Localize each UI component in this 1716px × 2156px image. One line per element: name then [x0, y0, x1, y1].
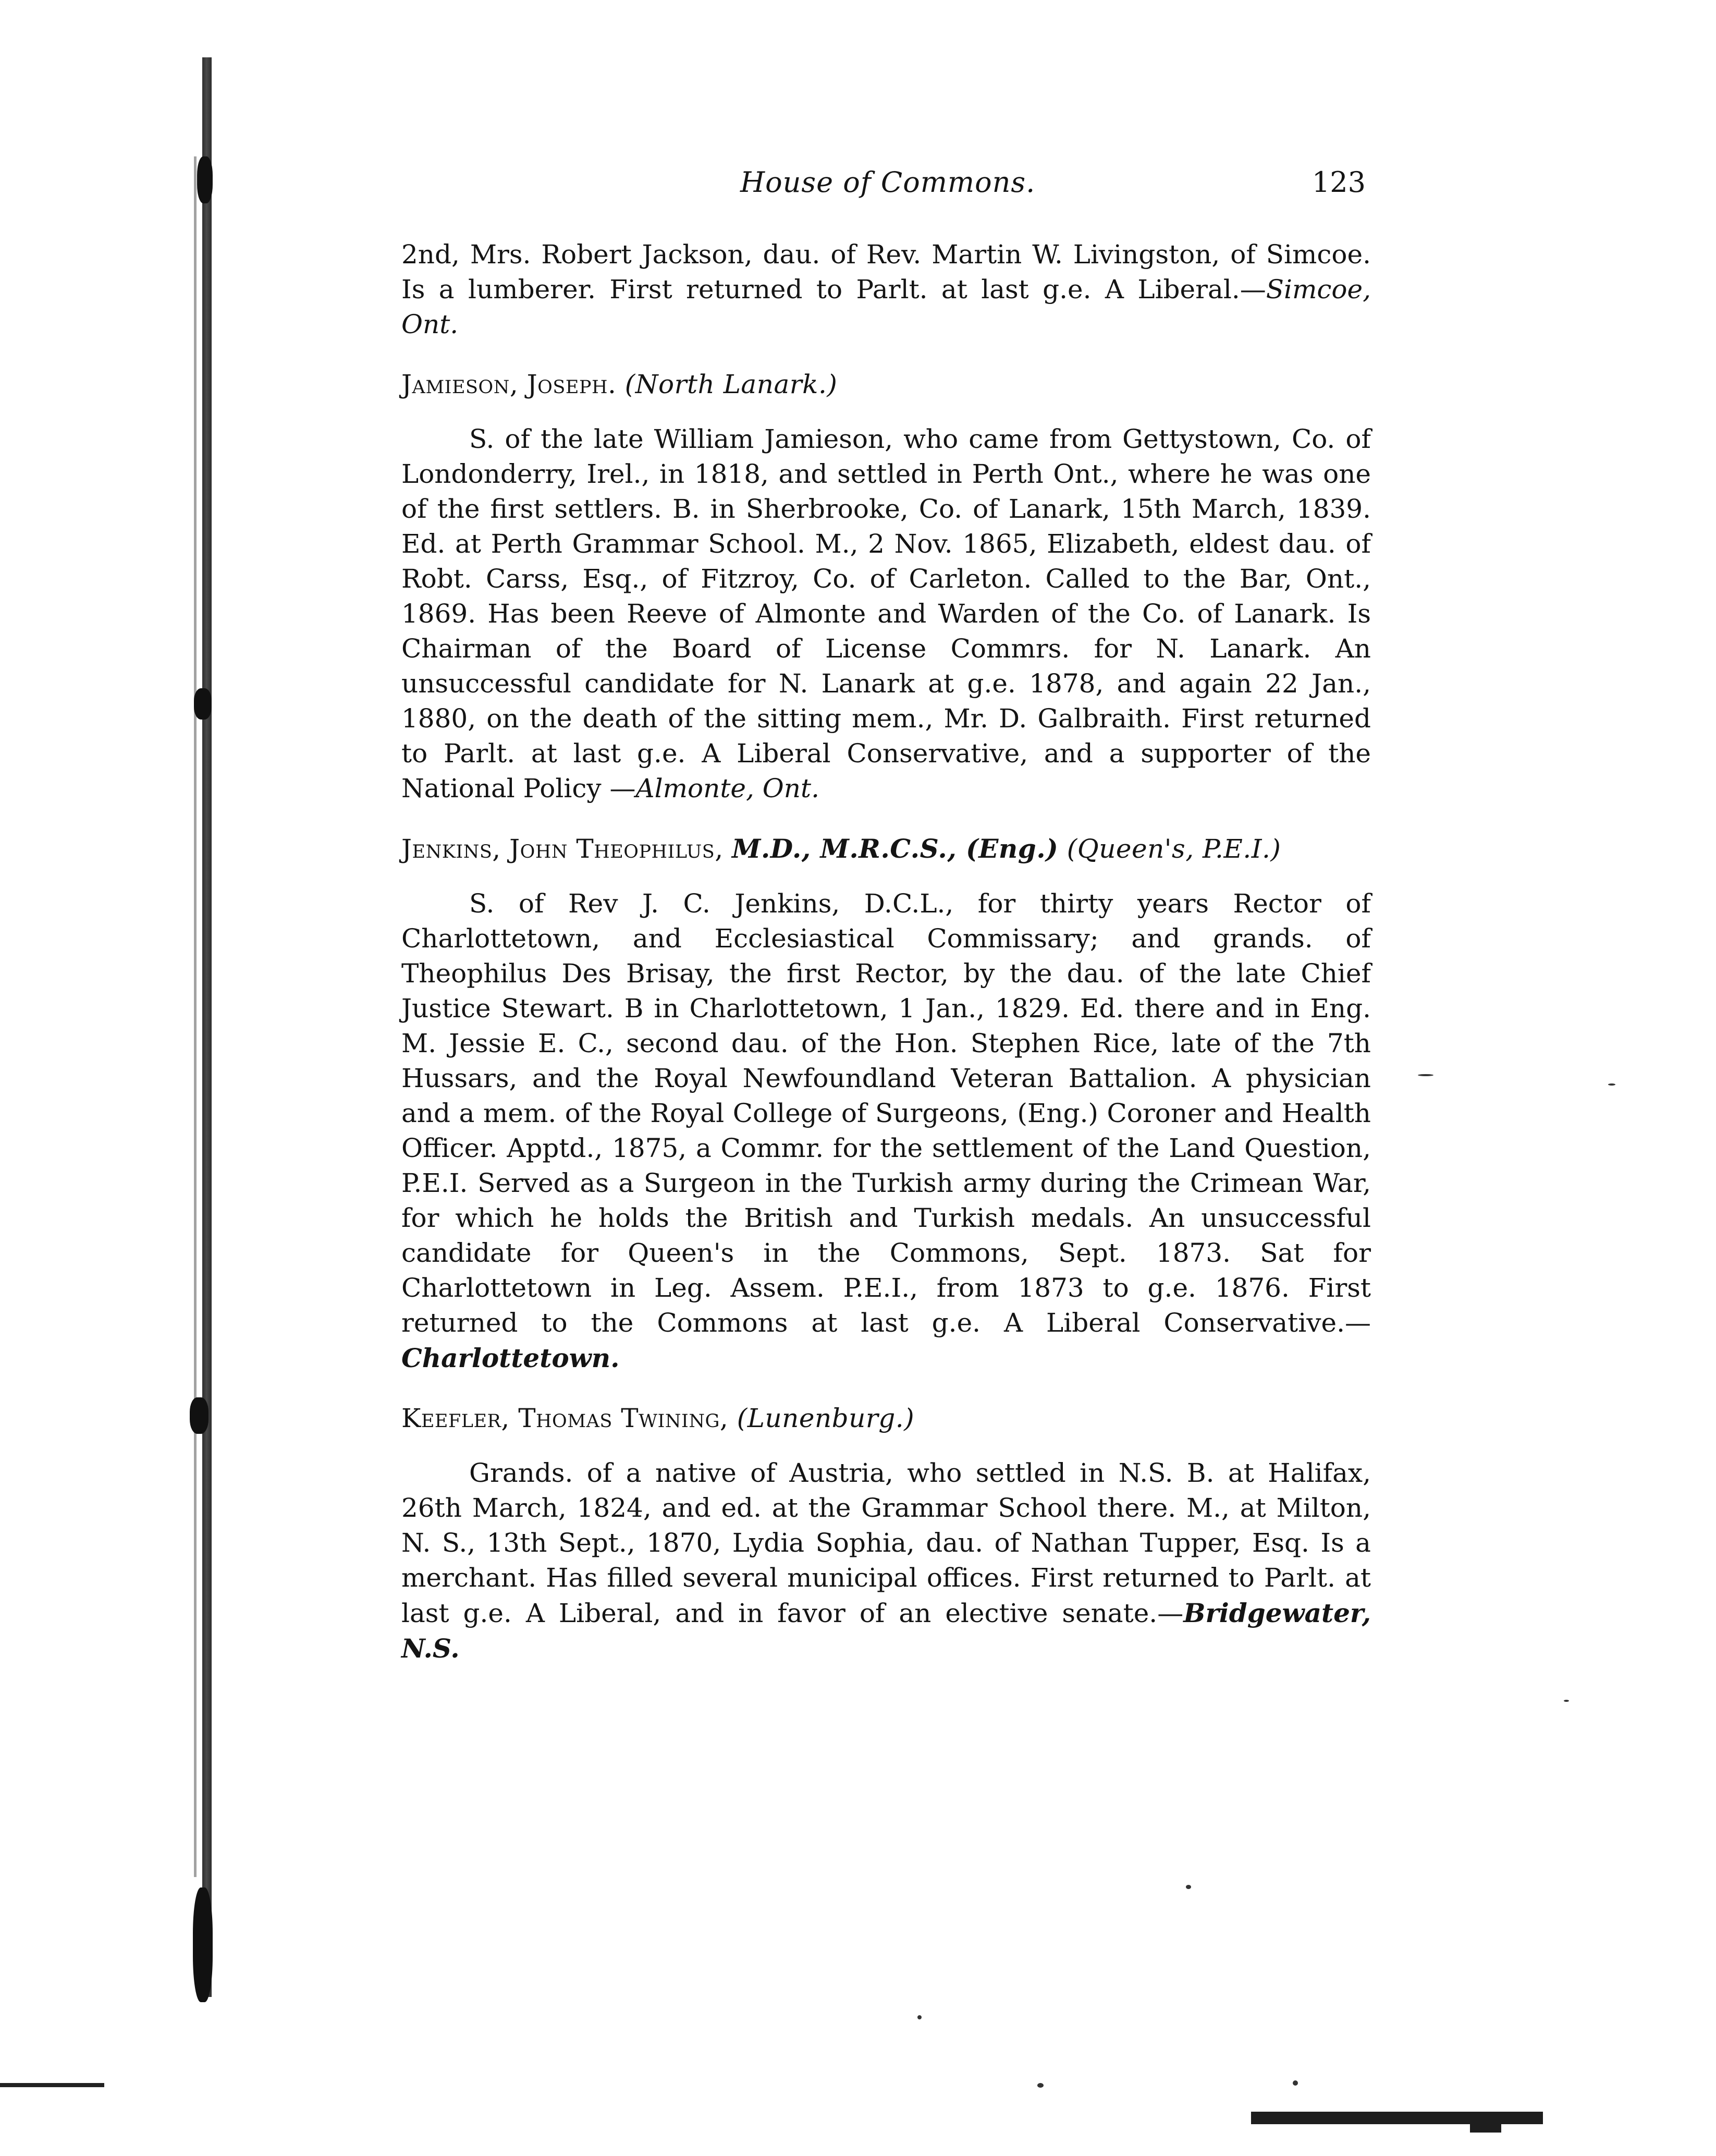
binding-shadow-line — [194, 156, 197, 1877]
entry-biography — [401, 1456, 1371, 1666]
scan-speck — [917, 2015, 922, 2019]
entry-constituency: (Lunenburg.) — [737, 1403, 915, 1433]
binding-mark — [194, 688, 212, 720]
entry-place: Almonte, Ont. — [635, 773, 819, 803]
entry-qualifications: M.D., M.R.C.S., (Eng.) — [732, 833, 1059, 864]
entry-body-text: S. of Rev J. C. Jenkins, D.C.L., for thirty years Rector of Charlottetown, and Ecclesiastical Commissary; and grands. of Theophilus Des Brisay, the first Rector, by the dau. of the late Chief Justice Stewart. B in Charlottetown, 1 Jan., 1829. Ed. there and in Eng. M. Jessie E. C., second dau. of the Hon. Stephen Rice, late of the 7th Hussars, and the Royal Newfoundland Veteran Battalion. A physician and a mem. of the Royal College of Surgeons, (Eng.) Coroner and Health Officer. Apptd., 1875, a Commr. for the settlement of the Land Question, P.E.I. Served as a Surgeon in the Turkish army during the Crimean War, for which he holds the British and Turkish medals. An unsuccessful candidate for Queen's in the Commons, Sept. 1873. Sat for Charlottetown in Leg. Assem. P.E.I., from 1873 to g.e. 1876. First returned to the Commons at last g.e. A Liberal Conservative.— — [401, 888, 1371, 1338]
scan-speck — [1608, 1083, 1615, 1086]
entry-given-name: Joseph. — [526, 369, 617, 399]
entry-biography — [401, 886, 1371, 1376]
entry-constituency: (North Lanark.) — [624, 369, 838, 399]
scan-speck — [1186, 1885, 1191, 1889]
entry-heading — [401, 367, 1371, 402]
scan-edge-line — [0, 2083, 104, 2087]
entry-constituency: (Queen's, P.E.I.) — [1067, 834, 1281, 864]
entry-surname: Keefler, — [401, 1403, 510, 1433]
page-number: 123 — [1311, 166, 1366, 199]
binding-mark — [197, 156, 213, 203]
continuation-paragraph — [401, 237, 1371, 342]
entry-place: Bridgewater, N.S. — [401, 1598, 1371, 1664]
binding-mark — [190, 1397, 209, 1434]
binding-edge — [202, 57, 212, 1997]
page-body — [401, 237, 1371, 1666]
entry-heading — [401, 831, 1371, 867]
running-title: House of Commons. — [740, 166, 1036, 199]
entry-given-name: John Theophilus, — [509, 834, 724, 864]
entry-heading — [401, 1401, 1371, 1436]
scan-speck — [1564, 1700, 1569, 1702]
binding-mark — [193, 1887, 213, 2002]
scan-speck — [1037, 2083, 1044, 2088]
entry-body-text: S. of the late William Jamieson, who came from Gettystown, Co. of Londonderry, Irel., in 1818, and settled in Perth Ont., where he was one of the first settlers. B. in Sherbrooke, Co. of Lanark, 15th March, 1839. Ed. at Perth Grammar School. M., 2 Nov. 1865, Elizabeth, eldest dau. of Robt. Carss, Esq., of Fitzroy, Co. of Carleton. Called to the Bar, Ont., 1869. Has been Reeve of Almonte and Warden of the Co. of Lanark. Is Chairman of the Board of License Commrs. for N. Lanark. An unsuccessful candidate for N. Lanark at g.e. 1878, and again 22 Jan., 1880, on the death of the sitting mem., Mr. D. Galbraith. First returned to Parlt. at last g.e. A Liberal Conservative, and a supporter of the National Policy — — [401, 424, 1371, 803]
entry-surname: Jenkins, — [401, 834, 501, 864]
continuation-text: 2nd, Mrs. Robert Jackson, dau. of Rev. Martin W. Livingston, of Simcoe. Is a lumberer. First returned to Parlt. at last g.e. A Liberal.— — [401, 239, 1371, 304]
scan-speck — [1293, 2080, 1298, 2086]
scan-bottom-bar-tail — [1470, 2124, 1501, 2133]
scan-bottom-bar — [1251, 2112, 1543, 2124]
entry-biography — [401, 422, 1371, 806]
entry-place: Charlottetown. — [401, 1343, 620, 1373]
entry-surname: Jamieson, — [401, 369, 519, 399]
running-head — [407, 166, 1366, 213]
scan-speck — [1418, 1074, 1433, 1076]
entry-given-name: Thomas Twining, — [518, 1403, 729, 1433]
entry-body-text: Grands. of a native of Austria, who settled in N.S. B. at Halifax, 26th March, 1824, and ed. at the Grammar School there. M., at Milton, N. S., 13th Sept., 1870, Lydia Sophia, dau. of Nathan Tupper, Esq. Is a merchant. Has filled several municipal offices. First returned to Parlt. at last g.e. A Liberal, and in favor of an elective senate.— — [401, 1458, 1371, 1628]
continuation-place: Simcoe, Ont. — [401, 274, 1371, 339]
